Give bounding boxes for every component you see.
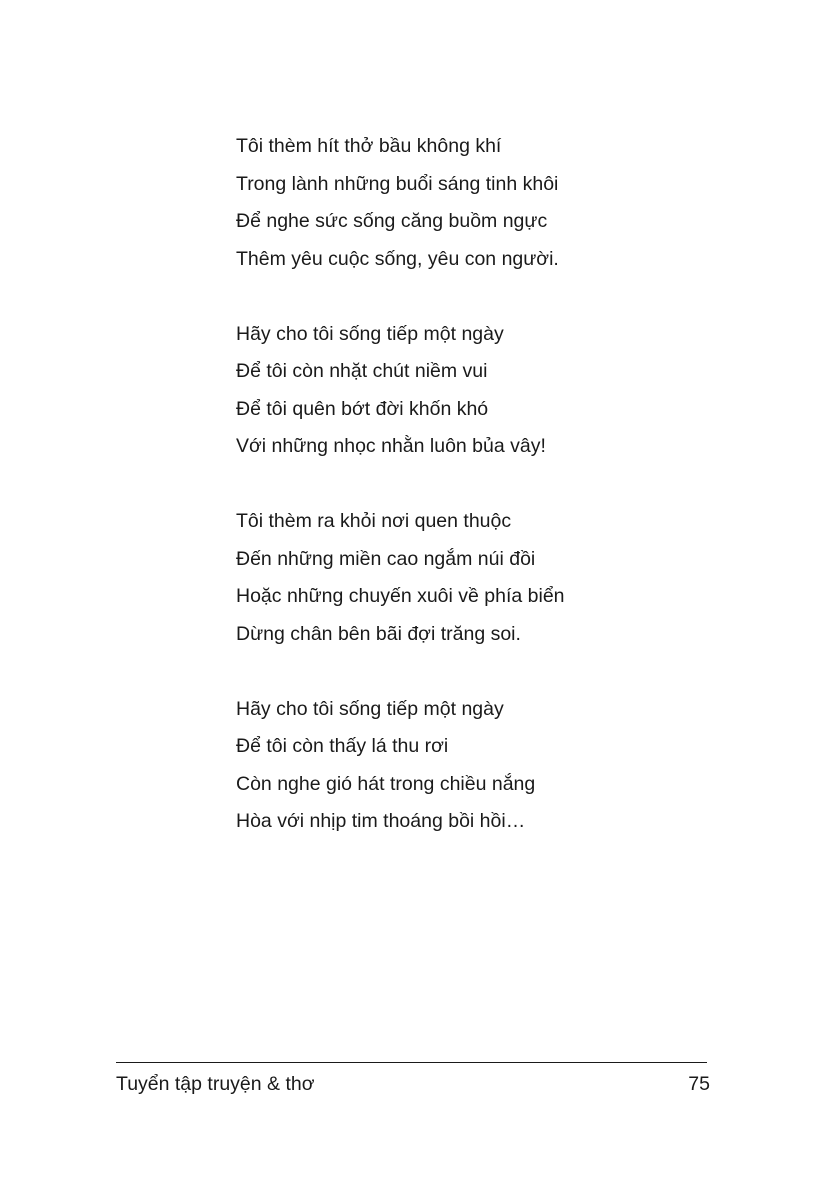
poem-line: Để tôi còn nhặt chút niềm vui — [236, 360, 488, 382]
poem-line: Với những nhọc nhằn luôn bủa vây! — [236, 435, 546, 457]
poem-line: Trong lành những buổi sáng tinh khôi — [236, 172, 559, 195]
poem-line: Hòa với nhịp tim thoáng bồi hồi… — [236, 810, 526, 832]
poem-line: Tôi thèm hít thở bầu không khí — [236, 135, 502, 157]
stanza-3 — [236, 503, 736, 653]
footer-divider — [116, 1062, 707, 1063]
poem-line: Hoặc những chuyến xuôi về phía biển — [236, 585, 565, 607]
footer-page-number: 75 — [688, 1073, 710, 1095]
poem-line: Để tôi còn thấy lá thu rơi — [236, 735, 449, 757]
poem-line: Hãy cho tôi sống tiếp một ngày — [236, 697, 504, 720]
poem-line: Dừng chân bên bãi đợi trăng soi. — [236, 622, 521, 645]
poem-line: Để nghe sức sống căng buồm ngực — [236, 210, 548, 232]
poem-line: Thêm yêu cuộc sống, yêu con người. — [236, 247, 559, 270]
stanza-1 — [236, 128, 736, 278]
poem-line: Hãy cho tôi sống tiếp một ngày — [236, 322, 504, 345]
poem — [236, 128, 736, 878]
stanza-4 — [236, 691, 736, 841]
poem-line: Còn nghe gió hát trong chiều nắng — [236, 772, 536, 795]
poem-line: Để tôi quên bớt đời khốn khó — [236, 397, 489, 420]
footer-book-title: Tuyển tập truyện & thơ — [116, 1073, 315, 1095]
poem-line: Đến những miền cao ngắm núi đồi — [236, 547, 536, 570]
stanza-2 — [236, 316, 736, 466]
poem-line: Tôi thèm ra khỏi nơi quen thuộc — [236, 510, 512, 532]
